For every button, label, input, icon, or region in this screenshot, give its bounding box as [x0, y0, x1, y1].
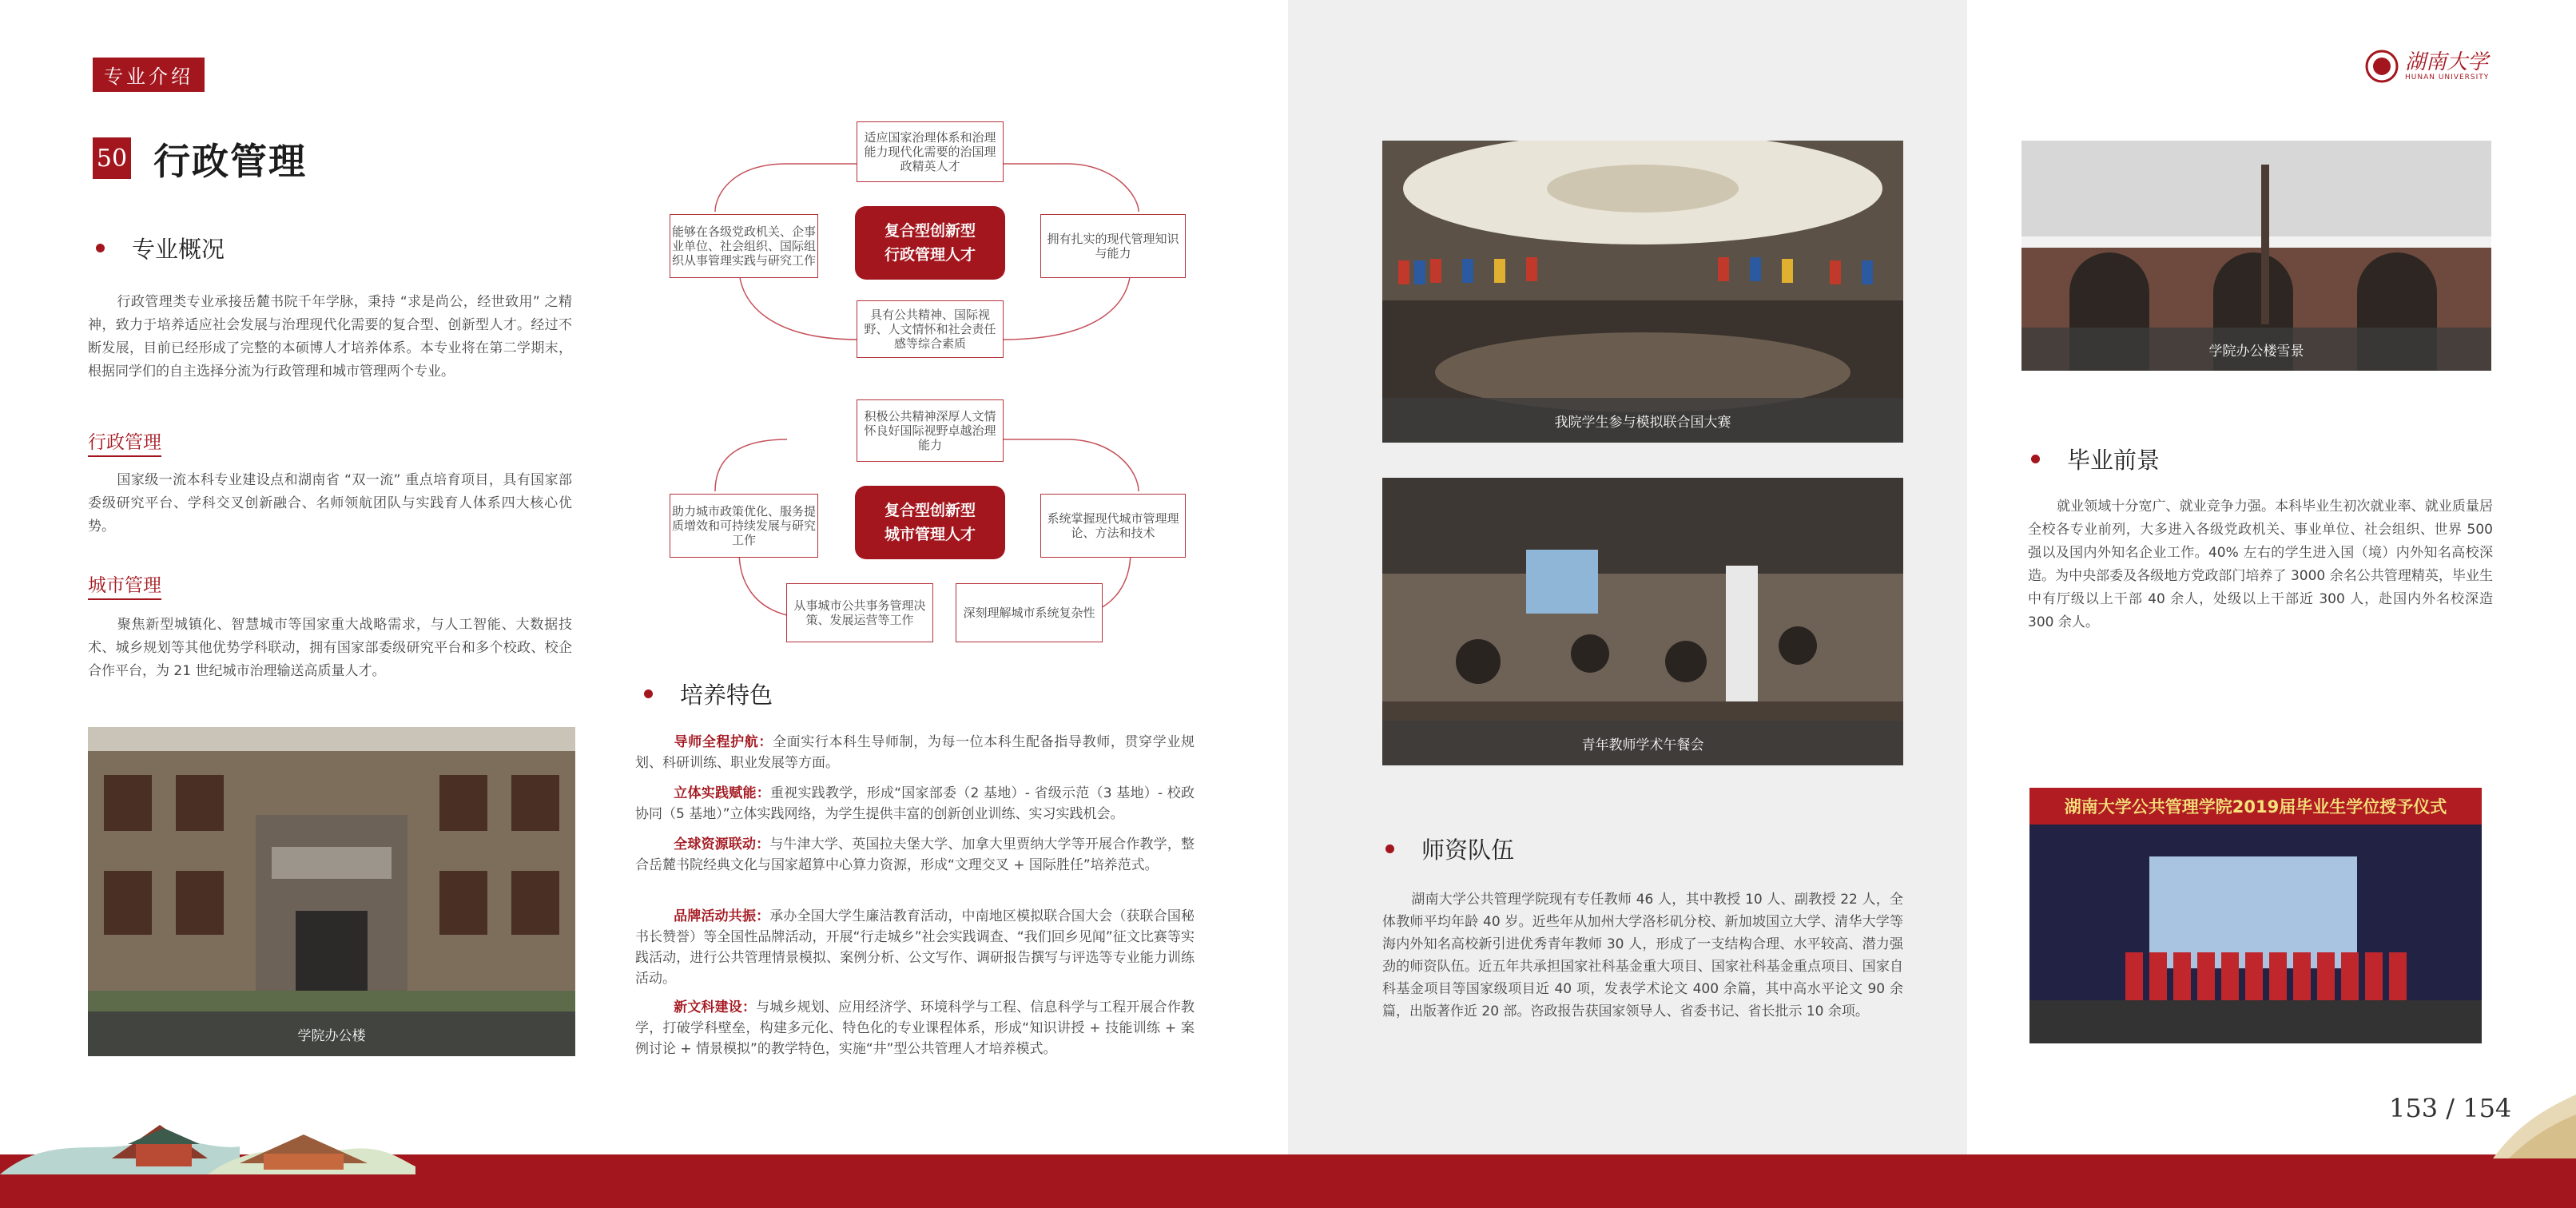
page-title: 行政管理	[153, 140, 307, 183]
section-tag: 专业介绍	[93, 58, 205, 92]
bullet-dot	[2031, 455, 2040, 463]
diagram2-bottom-right-box: 深刻理解城市系统复杂性	[956, 583, 1103, 642]
photo-caption: 学院办公楼雪景	[2021, 328, 2491, 371]
university-logo	[2365, 50, 2489, 83]
photo-caption: 我院学生参与模拟联合国大赛	[1382, 398, 1903, 443]
diagram1-bottom-box: 具有公共精神、国际视野、人文情怀和社会责任感等综合素质	[857, 300, 1004, 358]
academic-lunch-photo	[1382, 478, 1903, 765]
diagram1-right-box: 拥有扎实的现代管理知识与能力	[1040, 214, 1186, 278]
diagram2-top-box: 积极公共精神深厚人文情怀良好国际视野卓越治理能力	[857, 399, 1004, 462]
admin-text: 国家级一流本科专业建设点和湖南省 “双一流” 重点培育项目，具有国家部委级研究平台、学科交叉创新融合、名师领航团队与实践育人体系四大核心优势。	[88, 472, 572, 534]
feature-item: 品牌活动共振：承办全国大学生廉洁教育活动，中南地区模拟联合国大会（获联合国秘书长赞誉）等全国性品牌活动，开展“行走城乡”社会实践调查、“我们回乡见闻”征文比赛等实践活动，进行公共管理情景模拟、案例分析、公文写作、调研报告撰写与评选等专业能力训练活动。	[635, 908, 1195, 987]
diagram1-top-box: 适应国家治理体系和治理能力现代化需要的治国理政精英人才	[857, 121, 1004, 182]
bullet-dot	[644, 689, 653, 698]
logo-text: 湖南大学	[2405, 50, 2489, 74]
diagram2-bottom-left-box: 从事城市公共事务管理决策、发展运营等工作	[786, 583, 933, 642]
graduation-banner: 湖南大学公共管理学院2019届毕业生学位授予仪式	[2029, 788, 2482, 825]
sub-heading-admin: 行政管理	[88, 427, 161, 457]
landscape-illustration	[0, 1111, 415, 1174]
building-illustration	[88, 727, 575, 1056]
stage-illustration	[2029, 825, 2482, 1043]
page-number: 153 / 154	[2389, 1093, 2512, 1123]
faculty-heading: 师资队伍	[1385, 832, 1514, 865]
diagram2-right-box: 系统掌握现代城市管理理论、方法和技术	[1040, 494, 1186, 558]
logo-subtext: HUNAN UNIVERSITY	[2405, 74, 2490, 81]
diagram1-left-box: 能够在各级党政机关、企事业单位、社会组织、国际组织从事管理实践与研究工作	[670, 214, 818, 278]
career-text: 就业领域十分宽广、就业竞争力强。本科毕业生初次就业率、就业质量居全校各专业前列，大多进入各级党政机关、事业单位、社会组织、世界 500 强以及国内外知名企业工作。40% 左右的学生进入国（境）内外知名高校深造。为中央部委及各级地方党政部门培养了 3000 余名公共管理精英，毕业生中有厅级以上干部 40 余人，处级以上干部近 300 人，赴国内外名校深造 300 余人。	[2028, 499, 2493, 630]
photo-caption: 学院办公楼	[88, 1011, 575, 1056]
bullet-dot	[96, 244, 105, 252]
feature-item: 新文科建设：与城乡规划、应用经济学、环境科学与工程、信息科学与工程开展合作教学，打破学科壁垒，构建多元化、特色化的专业课程体系，形成“知识讲授 + 技能训练 + 案例讨论 + 情景模拟”的教学特色，实施“井”型公共管理人才培养模式。	[635, 999, 1195, 1057]
career-heading: 毕业前景	[2031, 443, 2160, 475]
feature-item: 导师全程护航：全面实行本科生导师制，为每一位本科生配备指导教师，贯穿学业规划、科研训练、职业发展等方面。	[635, 734, 1195, 771]
snow-building-photo	[2021, 141, 2491, 371]
features-heading: 培养特色	[644, 678, 773, 710]
diagram2-left-box: 助力城市政策优化、服务提质增效和可持续发展与研究工作	[670, 494, 818, 558]
diagram2-center: 复合型创新型 城市管理人才	[855, 486, 1005, 559]
feature-item: 立体实践赋能：重视实践教学，形成“国家部委（2 基地）- 省级示范（3 基地）- 校政协同（5 基地）”立体实践网络，为学生提供丰富的创新创业训练、实习实践机会。	[635, 785, 1195, 822]
urban-text: 聚焦新型城镇化、智慧城市等国家重大战略需求，与人工智能、大数据技术、城乡规划等其他优势学科联动，拥有国家部委级研究平台和多个校政、校企合作平台，为 21 世纪城市治理输送高质量人才。	[88, 617, 572, 679]
graduation-photo	[2029, 788, 2482, 1043]
photo-caption: 青年教师学术午餐会	[1382, 721, 1903, 765]
faculty-text: 湖南大学公共管理学院现有专任教师 46 人，其中教授 10 人、副教授 22 人，全体教师平均年龄 40 岁。近些年从加州大学洛杉矶分校、新加坡国立大学、清华大学等海内外知名高校新引进优秀青年教师 30 人，形成了一支结构合理、水平较高、潜力强劲的师资队伍。近五年共承担国家社科基金重大项目、国家社科基金重点项目、国家自科基金项目等国家级项目近 40 项，发表学术论文 400 余篇，其中高水平论文 90 余篇，出版著作近 20 部。咨政报告获国家领导人、省委书记、省长批示 10 余项。	[1382, 892, 1903, 1019]
diagram1-center: 复合型创新型 行政管理人才	[855, 206, 1005, 280]
major-number: 50	[93, 137, 131, 179]
model-un-photo	[1382, 141, 1903, 443]
bullet-dot	[1385, 844, 1394, 853]
overview-text: 行政管理类专业承接岳麓书院千年学脉，秉持 “求是尚公，经世致用” 之精神，致力于培养适应社会发展与治理现代化需要的复合型、创新型人才。经过不断发展，目前已经形成了完整的本硕博人才培养体系。本专业将在第二学期末，根据同学们的自主选择分流为行政管理和城市管理两个专业。	[88, 294, 572, 379]
sub-heading-urban: 城市管理	[88, 570, 161, 600]
overview-heading: 专业概况	[96, 232, 225, 264]
seal-icon	[2365, 50, 2399, 83]
feature-item: 全球资源联动：与牛津大学、英国拉夫堡大学、加拿大里贾纳大学等开展合作教学，整合岳麓书院经典文化与国家超算中心算力资源，形成“文理交叉 + 国际胜任”培养范式。	[635, 836, 1195, 873]
office-building-photo	[88, 727, 575, 1056]
